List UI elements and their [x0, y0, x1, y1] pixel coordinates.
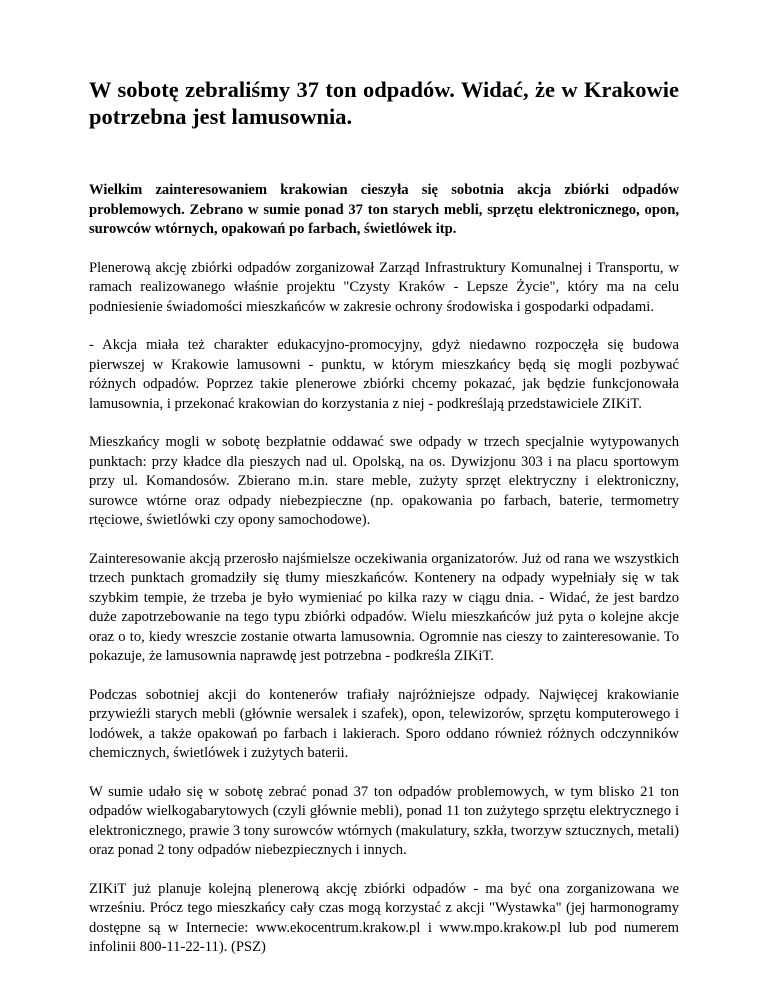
paragraph-7: ZIKiT już planuje kolejną plenerową akcję zbiórki odpadów - ma być ona zorganizowana we wrześniu. Prócz tego mieszkańcy cały czas mogą korzystać z akcji "Wystawka" (jej harmonogramy dostępne są w Internecie: www.ekocentrum.krakow.pl i www.mpo.krakow.pl lub pod numerem infolinii 800-11-22-11). (PSZ): [89, 880, 679, 955]
article-title: W sobotę zebraliśmy 37 ton odpadów. Widać, że w Krakowie potrzebna jest lamusownia.: [89, 77, 679, 129]
paragraph-2: - Akcja miała też charakter edukacyjno-promocyjny, gdyż niedawno rozpoczęła się budowa pierwszej w Krakowie lamusowni - punktu, w którym mieszkańcy będą się mogli pozbywać różnych odpadów. Poprzez takie plenerowe zbiórki chcemy pokazać, jak będzie funkcjonowała lamusownia, i przekonać krakowian do korzystania z niej - podkreślają przedstawiciele ZIKiT.: [89, 337, 679, 412]
paragraph-4: Zainteresowanie akcją przerosło najśmielsze oczekiwania organizatorów. Już od rana we wszystkich trzech punktach gromadziły się tłumy mieszkańców. Kontenery na odpady wypełniały się w tak szybkim tempie, że trzeba je było wymieniać po kilka razy w ciągu dnia. - Widać, że jest bardzo duże zapotrzebowanie na tego typu zbiórki odpadów. Wielu mieszkańców już pyta o kolejne akcje oraz o to, kiedy wreszcie zostanie otwarta lamusownia. Ogromnie nas cieszy to zainteresowanie. To pokazuje, że lamusownia naprawdę jest potrzebna - podkreśla ZIKiT.: [89, 550, 679, 664]
article-lead: Wielkim zainteresowaniem krakowian cieszyła się sobotnia akcja zbiórki odpadów problemowych. Zebrano w sumie ponad 37 ton starych mebli, sprzętu elektronicznego, opon, surowców wtórnych, opakowań po farbach, świetlówek itp.: [89, 182, 679, 237]
paragraph-3: Mieszkańcy mogli w sobotę bezpłatnie oddawać swe odpady w trzech specjalnie wytypowanych punktach: przy kładce dla pieszych nad ul. Opolską, na os. Dywizjonu 303 i na placu sportowym przy ul. Komandosów. Zbierano m.in. stare meble, zużyty sprzęt elektryczny i elektroniczny, surowce wtórne oraz odpady niebezpieczne (np. opakowania po farbach, baterie, termometry rtęciowe, świetlówki czy opony samochodowe).: [89, 434, 679, 528]
article: [89, 76, 679, 958]
paragraph-1: Plenerową akcję zbiórki odpadów zorganizował Zarząd Infrastruktury Komunalnej i Transportu, w ramach realizowanego właśnie projektu "Czysty Kraków - Lepsze Życie", który ma na celu podniesienie świadomości mieszkańców w zakresie ochrony środowiska i gospodarki odpadami.: [89, 259, 679, 315]
paragraph-6: W sumie udało się w sobotę zebrać ponad 37 ton odpadów problemowych, w tym blisko 21 ton odpadów wielkogabarytowych (czyli głównie mebli), ponad 11 ton zużytego sprzętu elektrycznego i elektronicznego, prawie 3 tony surowców wtórnych (makulatury, szkła, tworzyw sztucznych, metali) oraz ponad 2 tony odpadów niebezpiecznych i innych.: [89, 783, 679, 858]
paragraph-5: Podczas sobotniej akcji do kontenerów trafiały najróżniejsze odpady. Najwięcej krakowianie przywieźli starych mebli (głównie wersalek i szafek), opon, telewizorów, sprzętu komputerowego i lodówek, a także opakowań po farbach i lakierach. Sporo oddano również różnych odczynników chemicznych, świetlówek i zużytych baterii.: [89, 686, 679, 761]
